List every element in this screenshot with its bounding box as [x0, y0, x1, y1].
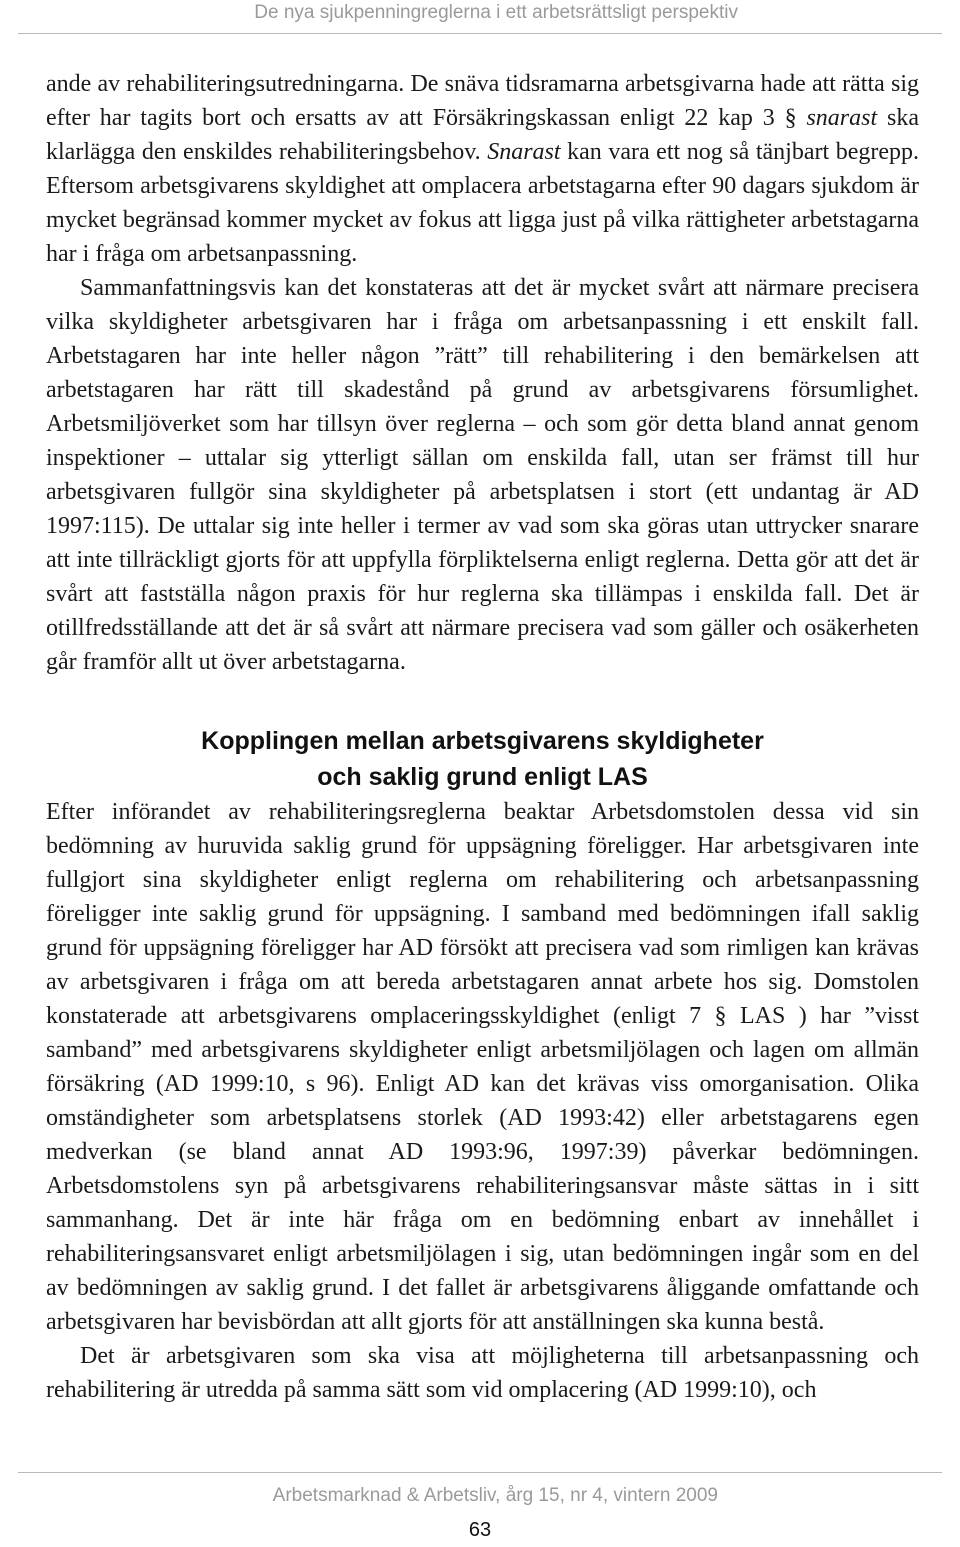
emphasis: Snarast	[487, 139, 561, 165]
paragraph: Sammanfattningsvis kan det konstateras att det är mycket svårt att närmare precisera vilka skyldigheter arbetsgivaren har i fråga om arbetsanpassning i ett enskilt fall. Arbetstagaren har inte heller någon ”rätt” till rehabilitering i den bemärkelsen att arbetstagaren har rätt till skadestånd på grund av arbetsgivarens försumlighet. Arbetsmiljöverket som har tillsyn över reglerna – och som gör detta bland annat genom inspektioner – uttalar sig ytterligt sällan om enskilda fall, utan ser främst till hur arbetsgivaren fullgör sina skyldigheter på arbetsplatsen i stort (ett undantag är AD 1997:115). De uttalar sig inte heller i termer av vad som ska göras utan uttrycker snarare att inte tillräckligt gjorts för att uppfylla förpliktelserna enligt reglerna. Detta gör att det är svårt att fastställa någon praxis för hur reglerna ska tillämpas i enskilda fall. Det är otillfredsställande att det är så svårt att närmare precisera vad som gäller och osäkerheten går framför allt ut över arbetstagarna.	[46, 275, 919, 675]
footer-divider	[18, 1472, 942, 1473]
heading-line: Kopplingen mellan arbetsgivarens skyldigheter	[201, 727, 764, 755]
article-body	[46, 67, 919, 1407]
paragraph	[46, 67, 919, 271]
running-header: De nya sjukpenningreglerna i ett arbetsrättsligt perspektiv	[254, 2, 738, 23]
journal-footer: Arbetsmarknad & Arbetsliv, årg 15, nr 4, vintern 2009	[272, 1485, 718, 1506]
paragraph: Efter införandet av rehabiliteringsreglerna beaktar Arbetsdomstolen dessa vid sin bedömning av huruvida saklig grund för uppsägning föreligger. Har arbetsgivaren inte fullgjort sina skyldigheter enligt reglerna om rehabilitering och arbetsanpassning föreligger inte saklig grund för uppsägning. I samband med bedömningen ifall saklig grund för uppsägning föreligger har AD försökt att precisera vad som rimligen kan krävas av arbetsgivaren i fråga om att bereda arbetstagaren annat arbete hos sig. Domstolen konstaterade att arbetsgivarens omplaceringsskyldighet (enligt 7 § LAS ) har ”visst samband” med arbetsgivarens skyldigheter enligt arbetsmiljölagen och lagen om allmän försäkring (AD 1999:10, s 96). Enligt AD kan det krävas viss omorganisation. Olika omständigheter som arbetsplatsens storlek (AD 1993:42) eller arbetstagarens egen medverkan (se bland annat AD 1993:96, 1997:39) påverkar bedömningen. Arbetsdomstolens syn på arbetsgivarens rehabiliteringsansvar måste sättas in i sitt sammanhang. Det är inte här fråga om en bedömning enbart av innehållet i rehabiliteringsansvaret enligt arbetsmiljölagen i sig, utan bedömningen ingår som en del av bedömningen av saklig grund. I det fallet är arbetsgivarens åliggande omfattande och arbetsgivaren har bevisbördan att allt gjorts för att anställningen ska kunna bestå.	[46, 799, 919, 1335]
page-number: 63	[468, 1519, 492, 1541]
text-run: ande av rehabiliteringsutredningarna. De snäva tidsramarna arbetsgivarna hade att rätta sig efter har tagits bort och ersatts av att Försäkringskassan enligt 22 kap 3 §	[46, 71, 919, 131]
text-run: kan vara ett nog så tänjbart begrepp. Eftersom arbetsgivarens skyldighet att omplacera arbetstagarna efter 90 dagars sjukdom är mycket begränsad kommer mycket av fokus att ligga just på vilka rättigheter arbetstagarna har i fråga om arbetsanpassning.	[46, 139, 919, 267]
emphasis: snarast	[806, 105, 878, 131]
text-run: ska klarlägga den enskildes rehabiliteringsbehov.	[46, 105, 919, 165]
section-heading	[46, 723, 919, 795]
paragraph: Det är arbetsgivaren som ska visa att möjligheterna till arbetsanpassning och rehabilitering är utredda på samma sätt som vid omplacering (AD 1999:10), och	[46, 1343, 919, 1403]
heading-line: och saklig grund enligt LAS	[317, 763, 648, 791]
header-divider	[18, 33, 942, 34]
